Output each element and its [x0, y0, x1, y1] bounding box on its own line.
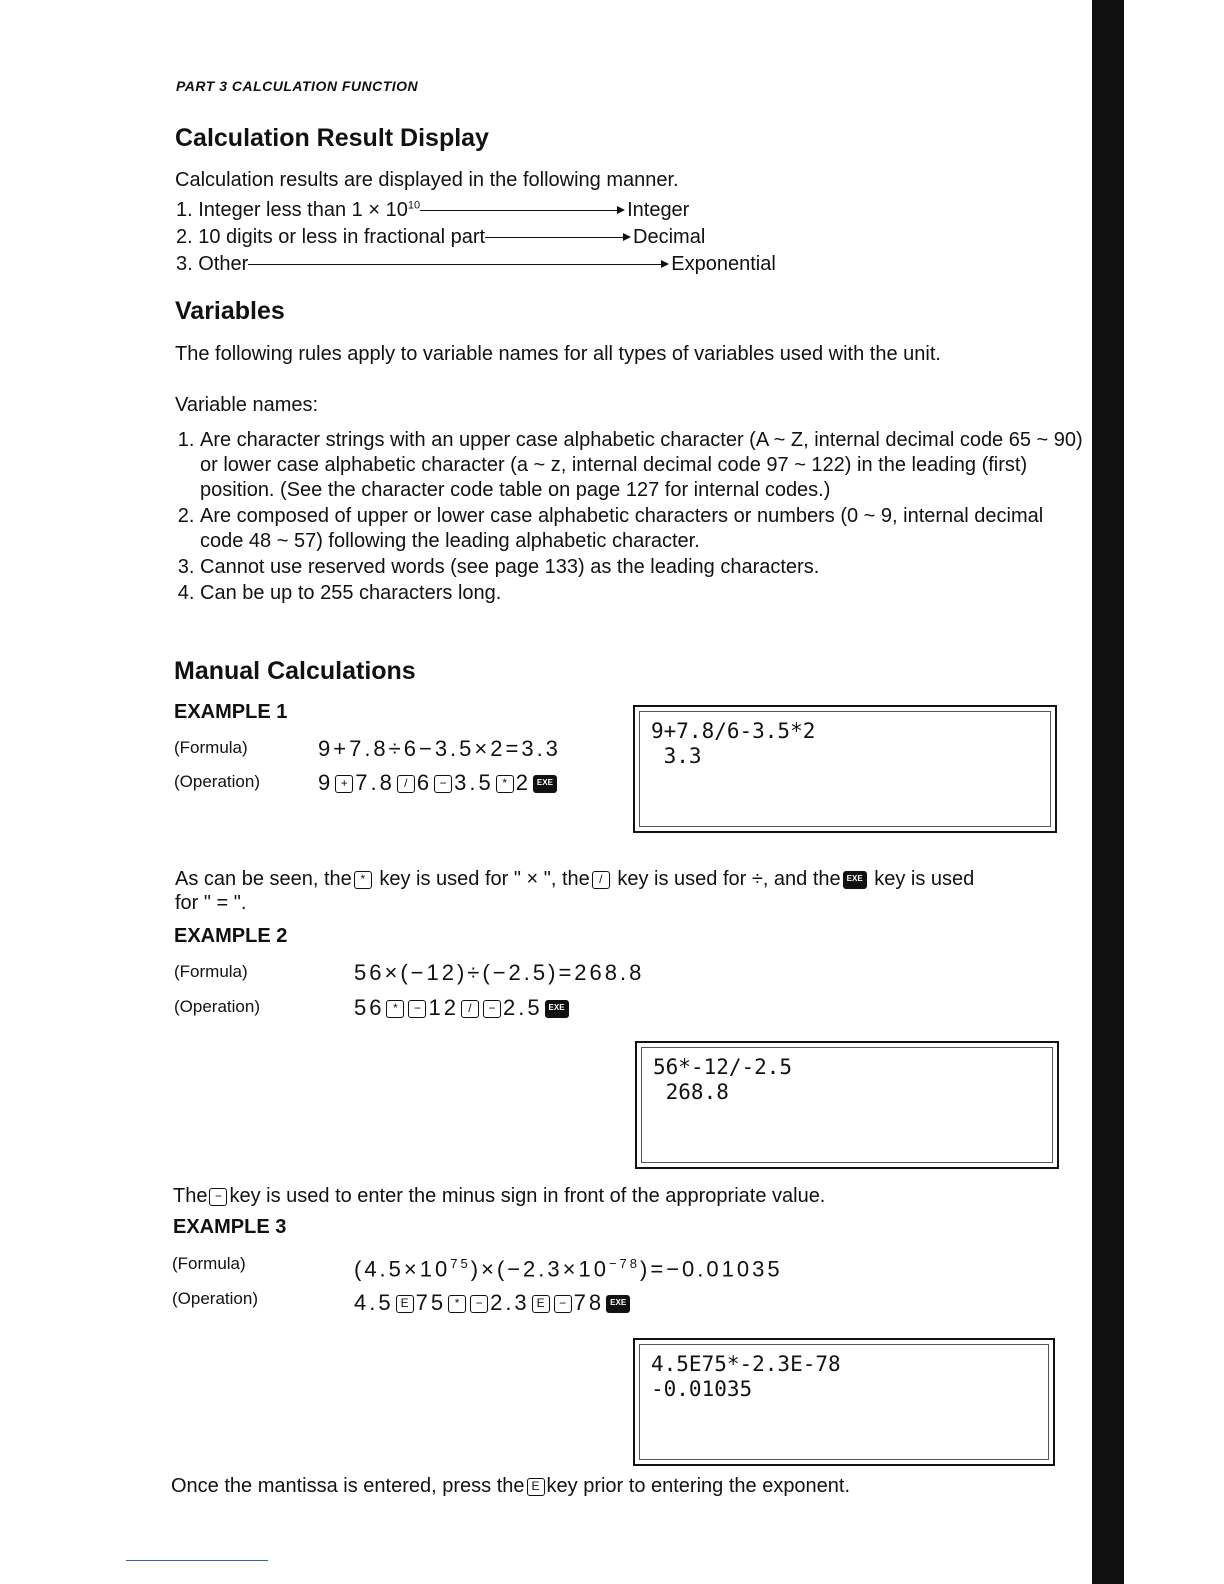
- op-digits: 3.5: [454, 770, 494, 795]
- example-2-formula: 56×(−12)÷(−2.5)=268.8: [354, 960, 645, 985]
- example-1-title: EXAMPLE 1: [174, 701, 288, 723]
- formula-part: (4.5×10: [354, 1256, 451, 1282]
- example-2-title: EXAMPLE 2: [174, 925, 288, 947]
- multiply-key-icon: *: [354, 871, 372, 889]
- op-digits: 7.8: [355, 770, 395, 795]
- display-line: 9+7.8/6-3.5*2: [651, 719, 816, 743]
- note-text: key is used for " × ", the: [379, 868, 590, 890]
- section-title-variables: Variables: [175, 297, 285, 325]
- exe-key-icon: EXE: [545, 1000, 569, 1018]
- display-line: 268.8: [653, 1080, 729, 1104]
- list-item: 1. Are character strings with an upper case alphabetic character (A ~ Z, internal decimal code 65 ~ 90) or lower case alphabetic character (a ~ z, internal decimal code 97 ~ 122) in the leading (first) position. (See the character code table on page 127 for internal codes.): [200, 428, 1090, 503]
- list-item: 2. Are composed of upper or lower case alphabetic characters or numbers (0 ~ 9, internal decimal code 48 ~ 57) following the leading alphabetic character.: [200, 504, 1090, 554]
- operation-label: (Operation): [172, 1289, 258, 1308]
- calculator-display-2: [635, 1041, 1059, 1169]
- rule-result: Integer: [627, 198, 690, 221]
- example-1-note-cont: for " = ".: [175, 892, 247, 914]
- example-1-note: [175, 866, 974, 892]
- result-rule-integer: [176, 197, 689, 223]
- note-text: Once the mantissa is entered, press the: [171, 1475, 525, 1497]
- exe-key-icon: EXE: [843, 871, 867, 889]
- example-3-title: EXAMPLE 3: [173, 1216, 287, 1238]
- example-1-operation: [318, 770, 559, 796]
- divide-key-icon: /: [461, 1000, 479, 1018]
- display-line: 56*-12/-2.5: [653, 1055, 793, 1079]
- note-text: key prior to entering the exponent.: [546, 1475, 851, 1497]
- note-text: As can be seen, the: [175, 868, 352, 890]
- variables-intro: The following rules apply to variable names for all types of variables used with the unit.: [175, 343, 941, 365]
- op-digits: 6: [416, 770, 433, 795]
- divide-key-icon: /: [397, 775, 415, 793]
- minus-key-icon: −: [408, 1000, 426, 1018]
- result-rule-exponential: [176, 251, 776, 277]
- example-3-note: [171, 1473, 850, 1499]
- note-text: The: [173, 1185, 208, 1207]
- op-digits: 2.5: [502, 995, 543, 1020]
- rule-result: Decimal: [633, 225, 706, 248]
- op-digits: 2.3: [490, 1290, 530, 1315]
- op-digits: 4.5: [354, 1290, 394, 1315]
- variable-rules-list: [174, 428, 1090, 607]
- minus-key-icon: −: [470, 1295, 488, 1313]
- rule-text: 3. Other: [176, 252, 249, 275]
- note-text: key is used for ÷, and the: [617, 868, 841, 890]
- op-digits: 78: [573, 1290, 605, 1315]
- result-display-intro: Calculation results are displayed in the following manner.: [175, 169, 679, 191]
- page-header: PART 3 CALCULATION FUNCTION: [176, 78, 419, 94]
- note-text: key is used to enter the minus sign in front of the appropriate value.: [229, 1185, 826, 1207]
- op-digits: 9: [318, 770, 334, 795]
- example-2-operation: [354, 995, 571, 1021]
- rule-result: Exponential: [671, 252, 776, 275]
- formula-label: (Formula): [174, 962, 248, 981]
- multiply-key-icon: *: [448, 1295, 466, 1313]
- exponent-key-icon: E: [396, 1295, 414, 1313]
- arrow-icon: [485, 237, 629, 238]
- page-edge-bar: [1092, 0, 1124, 1584]
- exponent-key-icon: E: [532, 1295, 550, 1313]
- rule-text: 2. 10 digits or less in fractional part: [176, 225, 486, 248]
- example-2-note: [173, 1183, 825, 1209]
- rule-superscript: 10: [407, 198, 421, 211]
- exponent-key-icon: E: [527, 1478, 545, 1496]
- formula-part: )×(−2.3×10: [470, 1256, 609, 1282]
- rule-text: 1. Integer less than 1 × 10: [176, 198, 408, 221]
- result-rule-decimal: [176, 224, 705, 250]
- calculator-display-1: [633, 705, 1057, 833]
- note-text: key is used: [874, 868, 975, 890]
- divide-key-icon: /: [592, 871, 610, 889]
- section-title-result-display: Calculation Result Display: [175, 124, 489, 152]
- formula-exponent: 75: [450, 1256, 471, 1271]
- list-item: 3. Cannot use reserved words (see page 133) as the leading characters.: [200, 555, 1090, 580]
- op-digits: 56: [354, 995, 385, 1020]
- formula-label: (Formula): [172, 1254, 246, 1273]
- minus-key-icon: −: [554, 1295, 572, 1313]
- variable-names-subhead: Variable names:: [175, 394, 319, 416]
- section-title-manual-calculations: Manual Calculations: [174, 657, 416, 685]
- formula-label: (Formula): [174, 738, 248, 757]
- arrow-icon: [420, 210, 623, 211]
- minus-key-icon: −: [434, 775, 452, 793]
- list-item: 4. Can be up to 255 characters long.: [200, 581, 1090, 606]
- footer-rule: [126, 1560, 268, 1561]
- display-line: 4.5E75*-2.3E-78: [651, 1352, 841, 1376]
- display-line: -0.01035: [651, 1377, 753, 1401]
- example-3-formula: [354, 1256, 783, 1282]
- minus-key-icon: −: [483, 1000, 501, 1018]
- op-digits: 12: [428, 995, 459, 1020]
- display-line: 3.3: [651, 744, 702, 768]
- exe-key-icon: EXE: [533, 775, 557, 793]
- minus-key-icon: −: [209, 1188, 227, 1206]
- formula-part: )=−0.01035: [640, 1256, 783, 1282]
- multiply-key-icon: *: [496, 775, 514, 793]
- op-digits: 75: [415, 1290, 447, 1315]
- multiply-key-icon: *: [386, 1000, 404, 1018]
- formula-exponent: −78: [608, 1256, 641, 1271]
- operation-label: (Operation): [174, 772, 260, 791]
- exe-key-icon: EXE: [606, 1295, 630, 1313]
- example-1-formula: 9+7.8÷6−3.5×2=3.3: [318, 736, 561, 761]
- calculator-display-3: [633, 1338, 1055, 1466]
- operation-label: (Operation): [174, 997, 260, 1016]
- plus-key-icon: +: [335, 775, 353, 793]
- arrow-icon: [248, 264, 667, 265]
- op-digits: 2: [515, 770, 531, 795]
- example-3-operation: [354, 1290, 632, 1316]
